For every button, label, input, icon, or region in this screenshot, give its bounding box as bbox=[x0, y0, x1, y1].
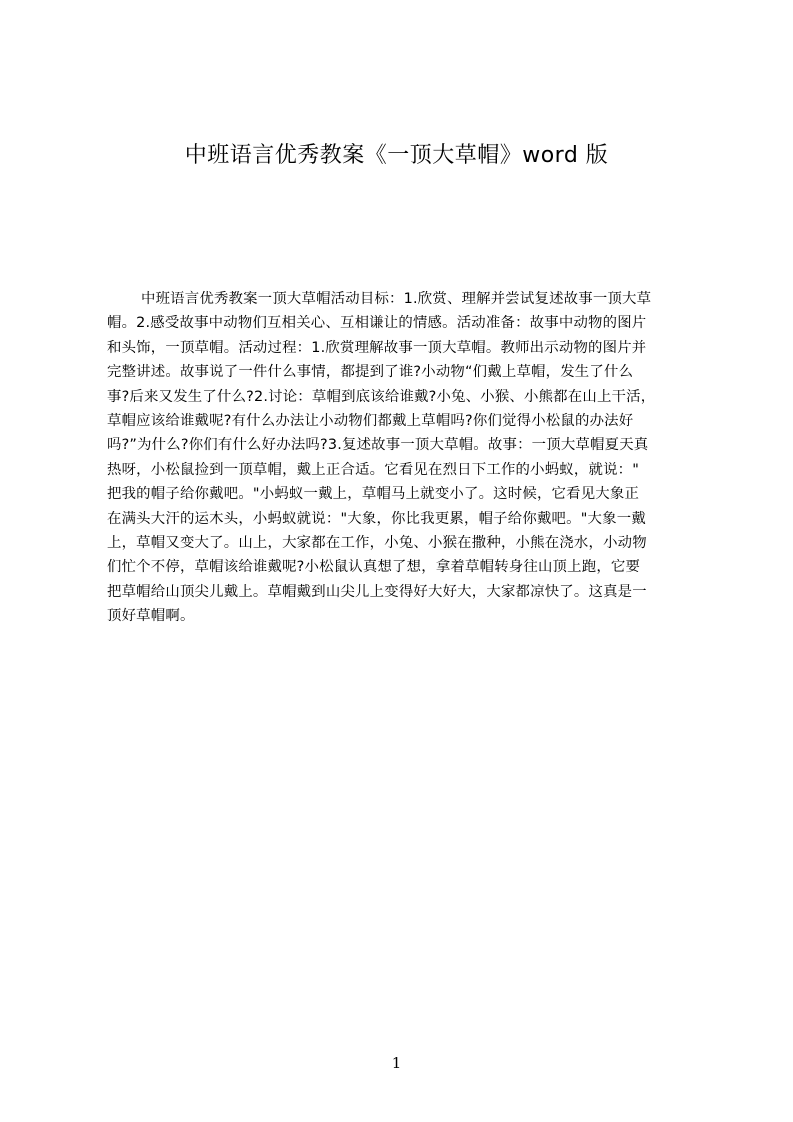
body-line: 帽。2.感受故事中动物们互相关心、互相谦让的情感。活动准备：故事中动物的图片 bbox=[107, 315, 647, 332]
page-number: 1 bbox=[391, 1054, 402, 1072]
body-line: 把我的帽子给你戴吧。"小蚂蚁一戴上，草帽马上就变小了。这时候，它看见大象正 bbox=[107, 486, 640, 503]
document-body bbox=[107, 287, 697, 667]
body-line: 把草帽给山顶尖儿戴上。草帽戴到山尖儿上变得好大好大，大家都凉快了。这真是一 bbox=[107, 583, 647, 600]
body-line: 完整讲述。故事说了一件什么事情，都提到了谁?小动物“们戴上草帽，发生了什么 bbox=[107, 364, 634, 381]
body-line: 吗?”为什么?你们有什么好办法吗?3.复述故事一顶大草帽。故事：一顶大草帽夏天真 bbox=[107, 437, 649, 454]
body-line: 中班语言优秀教案一顶大草帽活动目标：1.欣赏、理解并尝试复述故事一顶大草 bbox=[141, 291, 652, 307]
body-line: 们忙个不停，草帽该给谁戴呢?小松鼠认真想了想，拿着草帽转身往山顶上跑，它要 bbox=[107, 559, 641, 576]
body-line: 在满头大汗的运木头，小蚂蚁就说："大象，你比我更累，帽子给你戴吧。"大象一戴 bbox=[107, 510, 646, 527]
document-title: 中班语言优秀教案《一顶大草帽》word 版 bbox=[184, 143, 609, 168]
body-line: 和头饰，一顶草帽。活动过程：1.欣赏理解故事一顶大草帽。教师出示动物的图片并 bbox=[107, 339, 647, 356]
body-line: 热呀，小松鼠捡到一顶草帽，戴上正合适。它看见在烈日下工作的小蚂蚁，就说：" bbox=[107, 461, 640, 478]
body-line: 上，草帽又变大了。山上，大家都在工作，小兔、小猴在撒种，小熊在浇水，小动物 bbox=[107, 534, 647, 551]
body-line: 草帽应该给谁戴呢?有什么办法让小动物们都戴上草帽吗?你们觉得小松鼠的办法好 bbox=[107, 412, 634, 429]
body-line: 事?后来又发生了什么?2.讨论：草帽到底该给谁戴?小兔、小猴、小熊都在山上干活， bbox=[107, 388, 656, 405]
body-line: 顶好草帽啊。 bbox=[107, 608, 195, 625]
